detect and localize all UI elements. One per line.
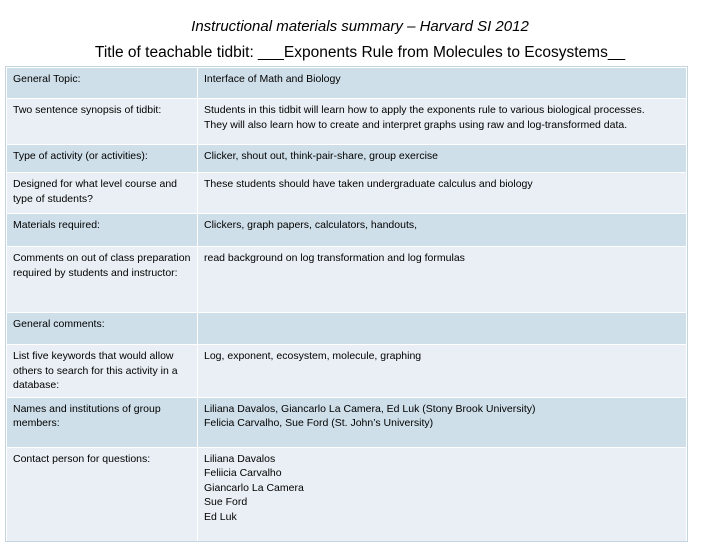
row-label: Names and institutions of group members: xyxy=(7,397,198,447)
table-row-preparation xyxy=(7,247,687,313)
value-line: Liliana Davalos xyxy=(204,452,276,465)
row-label: Type of activity (or activities): xyxy=(7,145,198,173)
row-label: Two sentence synopsis of tidbit: xyxy=(7,99,198,145)
row-label: Materials required: xyxy=(7,214,198,247)
value-line: Interface of Math and Biology xyxy=(204,73,341,85)
row-value xyxy=(198,173,687,214)
table-row-group-members xyxy=(7,397,687,447)
value-line: Log, exponent, ecosystem, molecule, graphing xyxy=(204,350,422,362)
value-line: Giancarlo La Camera xyxy=(204,481,304,494)
row-label: Designed for what level course and type of students? xyxy=(7,173,198,214)
value-line: Sue Ford xyxy=(204,496,248,508)
row-value xyxy=(198,397,687,447)
table-row-general-topic xyxy=(7,68,687,99)
value-line: They will also learn how to create and interpret graphs using raw and log-transformed data. xyxy=(204,118,628,131)
row-value xyxy=(198,145,687,173)
row-label: General Topic: xyxy=(7,68,198,99)
value-line: Ed Luk xyxy=(204,510,237,523)
row-value xyxy=(198,447,687,541)
document-subtitle: Instructional materials summary – Harvard SI 2012 xyxy=(191,18,529,35)
row-value xyxy=(198,313,687,345)
value-line: Students in this tidbit will learn how to apply the exponents rule to various biological processes. xyxy=(204,104,645,116)
table-row-activity-type xyxy=(7,145,687,173)
row-label: Contact person for questions: xyxy=(7,447,198,541)
row-value xyxy=(198,345,687,398)
row-value xyxy=(198,214,687,247)
table-row-synopsis xyxy=(7,99,687,145)
value-line: These students should have taken undergraduate calculus and biology xyxy=(204,178,533,190)
document-title: Title of teachable tidbit: ___Exponents Rule from Molecules to Ecosystems__ xyxy=(94,44,626,61)
value-line: Feliicia Carvalho xyxy=(204,467,282,479)
value-line: Clicker, shout out, think-pair-share, group exercise xyxy=(204,150,439,162)
row-label: General comments: xyxy=(7,313,198,345)
row-value xyxy=(198,68,687,99)
table-row-keywords xyxy=(7,345,687,398)
value-line: Clickers, graph papers, calculators, handouts, xyxy=(204,219,418,231)
value-line: read background on log transformation and log formulas xyxy=(204,252,465,264)
table-row-materials xyxy=(7,214,687,247)
table-row-contact xyxy=(7,447,687,541)
value-line: Liliana Davalos, Giancarlo La Camera, Ed Luk (Stony Brook University) xyxy=(204,402,536,415)
table-row-course-level xyxy=(7,173,687,214)
table-row-general-comments xyxy=(7,313,687,345)
row-label: List five keywords that would allow others to search for this activity in a database: xyxy=(7,345,198,398)
row-label: Comments on out of class preparation required by students and instructor: xyxy=(7,247,198,313)
row-value xyxy=(198,99,687,145)
row-value xyxy=(198,247,687,313)
value-line: Felicia Carvalho, Sue Ford (St. John’s University) xyxy=(204,417,434,429)
summary-table xyxy=(6,67,687,542)
